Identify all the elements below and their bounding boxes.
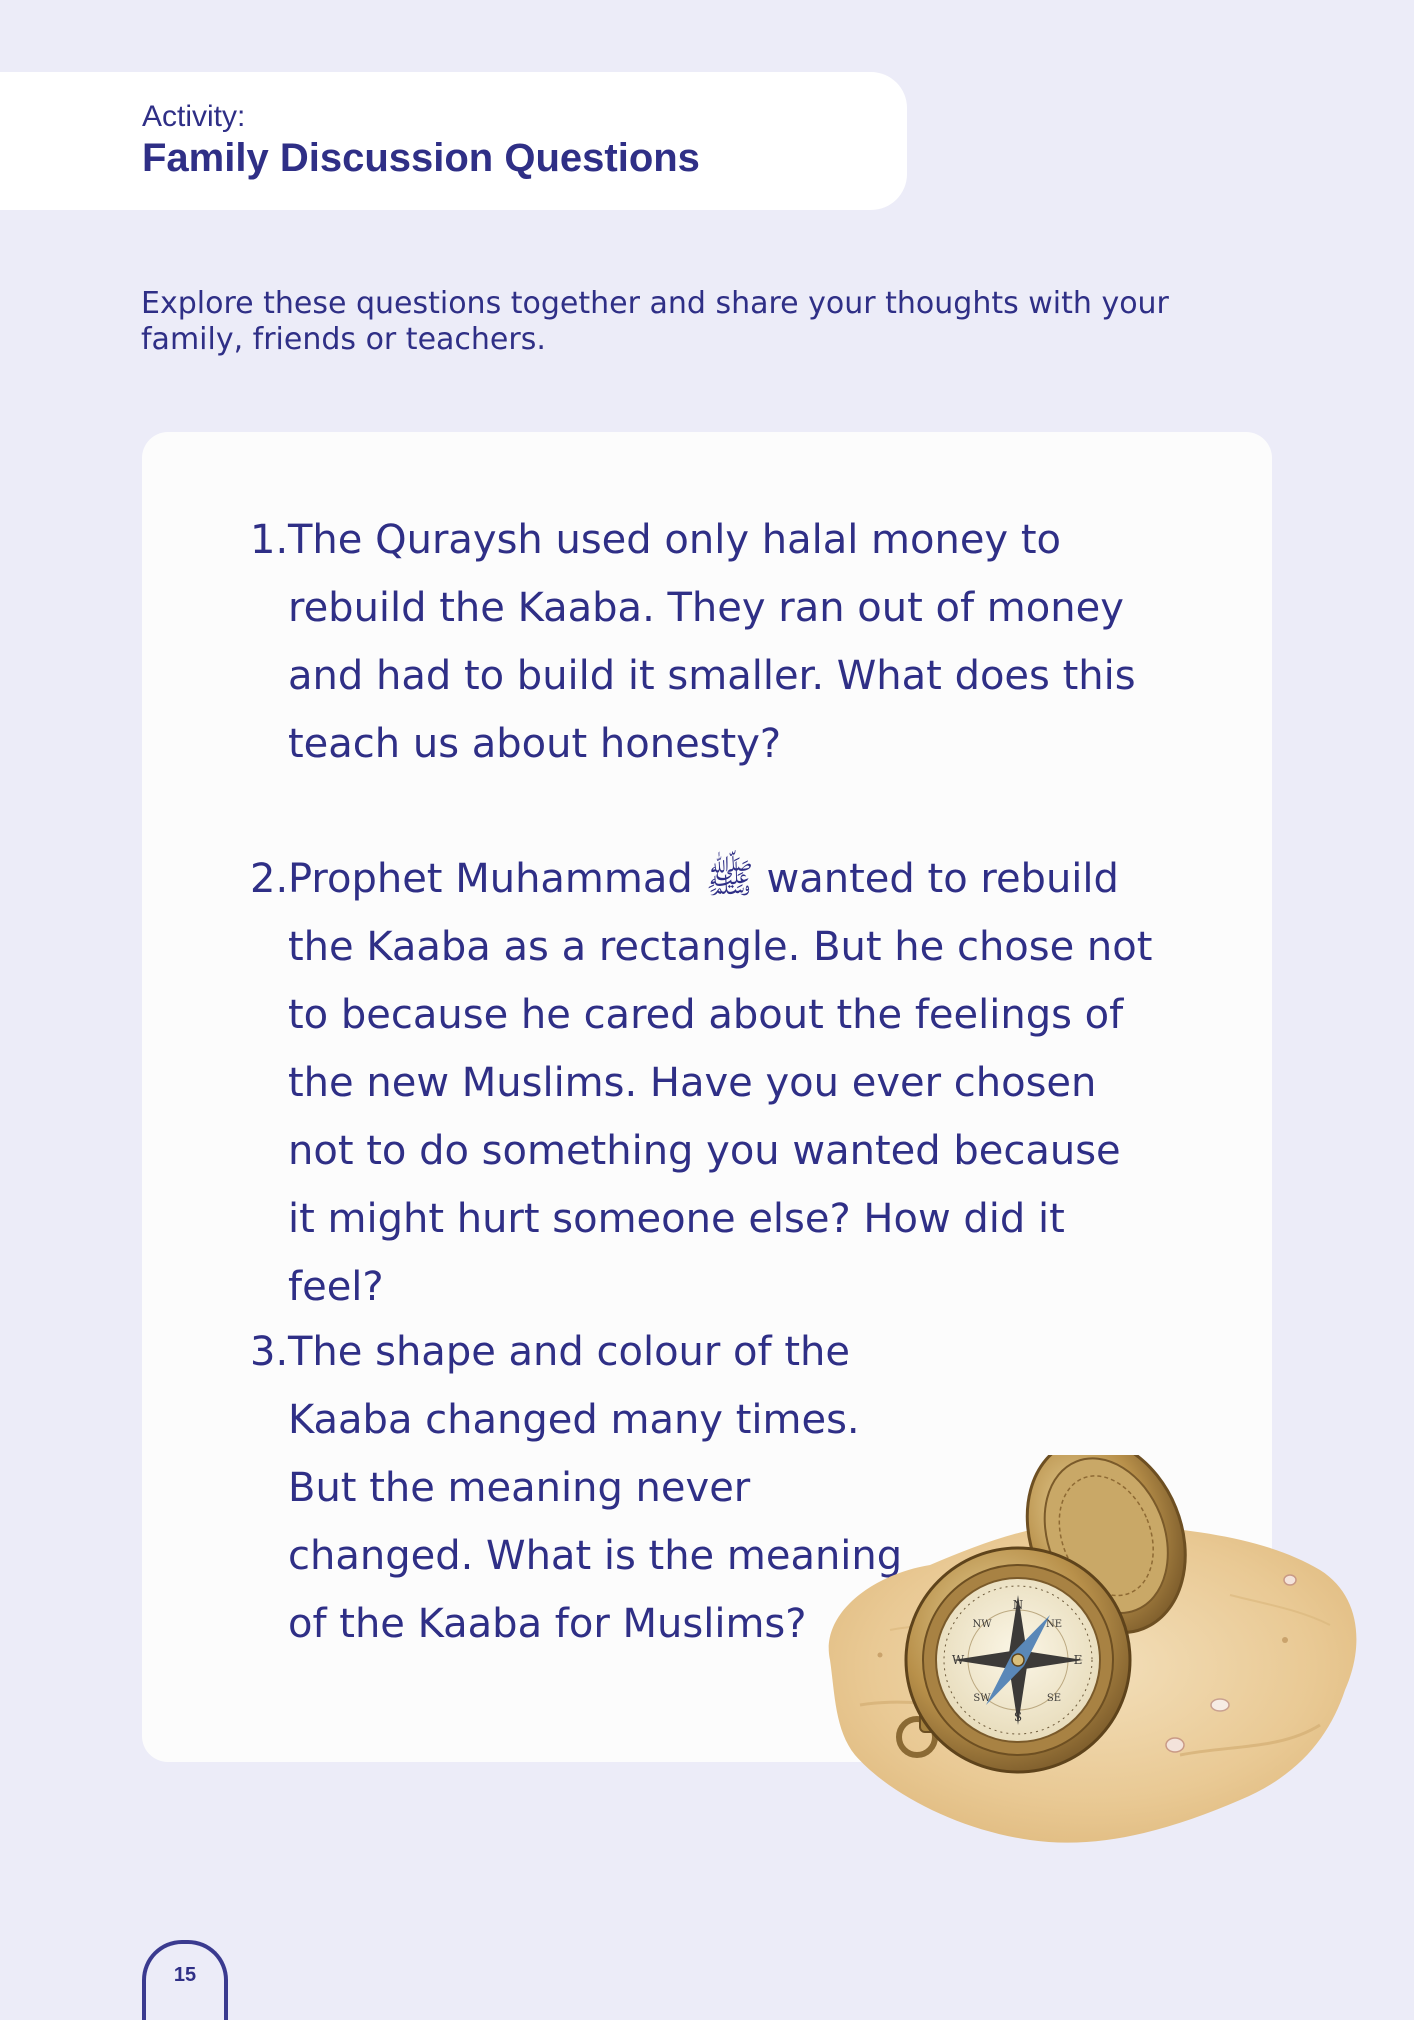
page-number-tab: [142, 1940, 228, 2020]
question-number: 3.: [250, 1329, 289, 1375]
question-text: The shape and colour of the Kaaba changed many times. But the meaning never changed. What is the meaning of the Kaaba for Muslims?: [288, 1329, 903, 1647]
question-2: [250, 845, 1160, 1321]
compass-label-s: S: [1013, 1710, 1023, 1724]
compass-illustration: [800, 1455, 1370, 1855]
compass-label-e: E: [1073, 1653, 1083, 1667]
page-title: Family Discussion Questions: [142, 136, 700, 180]
compass-label-ne: NE: [1045, 1619, 1063, 1630]
compass-label-w: W: [951, 1653, 965, 1667]
compass-label-n: N: [1012, 1598, 1024, 1612]
compass-label-se: SE: [1046, 1693, 1062, 1704]
question-text: The Quraysh used only halal money to rebuild the Kaaba. They ran out of money and had to build it smaller. What does this teach us about honesty?: [288, 517, 1136, 767]
question-number: 1.: [250, 517, 289, 563]
compass-label-sw: SW: [973, 1693, 991, 1704]
activity-label: Activity:: [142, 100, 246, 133]
compass-label-nw: NW: [972, 1619, 992, 1630]
page-number: 15: [173, 1964, 197, 1986]
question-number: 2.: [250, 856, 289, 902]
question-text: Prophet Muhammad ﷺ wanted to rebuild the Kaaba as a rectangle. But he chose not to because he cared about the feelings of the new Muslims. Have you ever chosen not to do something you wanted because it might hurt someone else? How did it feel?: [288, 856, 1153, 1310]
intro-text: Explore these questions together and share your thoughts with your family, friends or teachers.: [141, 286, 1169, 357]
question-1: [250, 506, 1150, 778]
